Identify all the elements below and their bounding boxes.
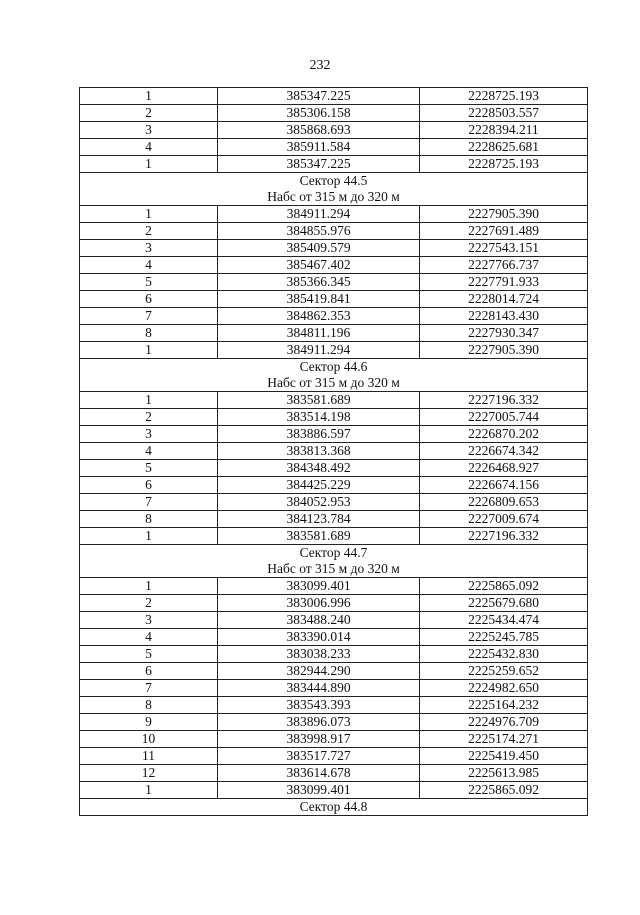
x-coordinate-cell: 383998.917 <box>218 731 420 748</box>
sector-header-row <box>80 375 588 392</box>
x-coordinate-cell: 383390.014 <box>218 629 420 646</box>
table-row <box>80 274 588 291</box>
x-coordinate-cell: 383886.597 <box>218 426 420 443</box>
table-row <box>80 139 588 156</box>
sector-title: Сектор 44.5 <box>80 173 588 190</box>
point-number-cell: 11 <box>80 748 218 765</box>
x-coordinate-cell: 385347.225 <box>218 156 420 173</box>
x-coordinate-cell: 383614.678 <box>218 765 420 782</box>
y-coordinate-cell: 2226674.156 <box>420 477 588 494</box>
y-coordinate-cell: 2227543.151 <box>420 240 588 257</box>
table-row <box>80 578 588 595</box>
table-row <box>80 223 588 240</box>
point-number-cell: 2 <box>80 223 218 240</box>
table-row <box>80 714 588 731</box>
y-coordinate-cell: 2225865.092 <box>420 782 588 799</box>
y-coordinate-cell: 2228394.211 <box>420 122 588 139</box>
point-number-cell: 1 <box>80 156 218 173</box>
table-row <box>80 782 588 799</box>
x-coordinate-cell: 385366.345 <box>218 274 420 291</box>
point-number-cell: 2 <box>80 409 218 426</box>
y-coordinate-cell: 2225419.450 <box>420 748 588 765</box>
table-row <box>80 206 588 223</box>
x-coordinate-cell: 383517.727 <box>218 748 420 765</box>
x-coordinate-cell: 383896.073 <box>218 714 420 731</box>
table-row <box>80 748 588 765</box>
y-coordinate-cell: 2227196.332 <box>420 528 588 545</box>
y-coordinate-cell: 2225613.985 <box>420 765 588 782</box>
table-row <box>80 308 588 325</box>
y-coordinate-cell: 2225679.680 <box>420 595 588 612</box>
x-coordinate-cell: 385306.158 <box>218 105 420 122</box>
x-coordinate-cell: 385467.402 <box>218 257 420 274</box>
point-number-cell: 1 <box>80 392 218 409</box>
y-coordinate-cell: 2227009.674 <box>420 511 588 528</box>
point-number-cell: 4 <box>80 139 218 156</box>
x-coordinate-cell: 383006.996 <box>218 595 420 612</box>
table-row <box>80 342 588 359</box>
table-row <box>80 460 588 477</box>
point-number-cell: 1 <box>80 578 218 595</box>
x-coordinate-cell: 385409.579 <box>218 240 420 257</box>
table-row <box>80 629 588 646</box>
point-number-cell: 1 <box>80 206 218 223</box>
sector-altitude-range: Набс от 315 м до 320 м <box>80 375 588 392</box>
sector-title: Сектор 44.6 <box>80 359 588 376</box>
sector-header-row <box>80 173 588 190</box>
y-coordinate-cell: 2227196.332 <box>420 392 588 409</box>
point-number-cell: 7 <box>80 308 218 325</box>
x-coordinate-cell: 384052.953 <box>218 494 420 511</box>
sector-altitude-range: Набс от 315 м до 320 м <box>80 189 588 206</box>
point-number-cell: 1 <box>80 782 218 799</box>
y-coordinate-cell: 2226809.653 <box>420 494 588 511</box>
y-coordinate-cell: 2227791.933 <box>420 274 588 291</box>
point-number-cell: 3 <box>80 122 218 139</box>
y-coordinate-cell: 2228625.681 <box>420 139 588 156</box>
y-coordinate-cell: 2228503.557 <box>420 105 588 122</box>
x-coordinate-cell: 383543.393 <box>218 697 420 714</box>
y-coordinate-cell: 2225259.652 <box>420 663 588 680</box>
y-coordinate-cell: 2225164.232 <box>420 697 588 714</box>
y-coordinate-cell: 2226870.202 <box>420 426 588 443</box>
sector-header-row <box>80 545 588 562</box>
point-number-cell: 4 <box>80 629 218 646</box>
x-coordinate-cell: 385911.584 <box>218 139 420 156</box>
table-row <box>80 680 588 697</box>
x-coordinate-cell: 384425.229 <box>218 477 420 494</box>
point-number-cell: 6 <box>80 291 218 308</box>
sector-header-row <box>80 561 588 578</box>
y-coordinate-cell: 2227905.390 <box>420 206 588 223</box>
table-row <box>80 105 588 122</box>
y-coordinate-cell: 2228725.193 <box>420 88 588 105</box>
sector-title: Сектор 44.7 <box>80 545 588 562</box>
coordinates-table-body <box>80 88 588 816</box>
point-number-cell: 10 <box>80 731 218 748</box>
point-number-cell: 6 <box>80 477 218 494</box>
point-number-cell: 5 <box>80 646 218 663</box>
x-coordinate-cell: 383038.233 <box>218 646 420 663</box>
table-row <box>80 595 588 612</box>
point-number-cell: 5 <box>80 460 218 477</box>
y-coordinate-cell: 2227005.744 <box>420 409 588 426</box>
point-number-cell: 3 <box>80 426 218 443</box>
y-coordinate-cell: 2227930.347 <box>420 325 588 342</box>
y-coordinate-cell: 2225245.785 <box>420 629 588 646</box>
x-coordinate-cell: 384811.196 <box>218 325 420 342</box>
y-coordinate-cell: 2225434.474 <box>420 612 588 629</box>
y-coordinate-cell: 2224976.709 <box>420 714 588 731</box>
y-coordinate-cell: 2228143.430 <box>420 308 588 325</box>
y-coordinate-cell: 2228725.193 <box>420 156 588 173</box>
point-number-cell: 8 <box>80 697 218 714</box>
x-coordinate-cell: 384911.294 <box>218 206 420 223</box>
y-coordinate-cell: 2225865.092 <box>420 578 588 595</box>
point-number-cell: 2 <box>80 595 218 612</box>
coordinates-table-container <box>79 87 587 816</box>
x-coordinate-cell: 384123.784 <box>218 511 420 528</box>
sector-altitude-range: Набс от 315 м до 320 м <box>80 561 588 578</box>
x-coordinate-cell: 383488.240 <box>218 612 420 629</box>
point-number-cell: 8 <box>80 325 218 342</box>
table-row <box>80 494 588 511</box>
y-coordinate-cell: 2228014.724 <box>420 291 588 308</box>
table-row <box>80 663 588 680</box>
x-coordinate-cell: 383099.401 <box>218 782 420 799</box>
y-coordinate-cell: 2224982.650 <box>420 680 588 697</box>
x-coordinate-cell: 385868.693 <box>218 122 420 139</box>
point-number-cell: 9 <box>80 714 218 731</box>
x-coordinate-cell: 383444.890 <box>218 680 420 697</box>
table-row <box>80 511 588 528</box>
point-number-cell: 4 <box>80 443 218 460</box>
y-coordinate-cell: 2226674.342 <box>420 443 588 460</box>
coordinates-table <box>79 87 588 816</box>
point-number-cell: 6 <box>80 663 218 680</box>
point-number-cell: 8 <box>80 511 218 528</box>
sector-title: Сектор 44.8 <box>80 799 588 816</box>
sector-header-row <box>80 189 588 206</box>
point-number-cell: 5 <box>80 274 218 291</box>
table-row <box>80 731 588 748</box>
x-coordinate-cell: 383581.689 <box>218 528 420 545</box>
point-number-cell: 7 <box>80 494 218 511</box>
x-coordinate-cell: 383581.689 <box>218 392 420 409</box>
table-row <box>80 765 588 782</box>
table-row <box>80 443 588 460</box>
table-row <box>80 325 588 342</box>
point-number-cell: 1 <box>80 528 218 545</box>
table-row <box>80 646 588 663</box>
table-row <box>80 291 588 308</box>
table-row <box>80 122 588 139</box>
table-row <box>80 240 588 257</box>
table-row <box>80 88 588 105</box>
x-coordinate-cell: 383099.401 <box>218 578 420 595</box>
y-coordinate-cell: 2227691.489 <box>420 223 588 240</box>
table-row <box>80 477 588 494</box>
point-number-cell: 12 <box>80 765 218 782</box>
sector-header-row <box>80 359 588 376</box>
table-row <box>80 612 588 629</box>
x-coordinate-cell: 382944.290 <box>218 663 420 680</box>
table-row <box>80 257 588 274</box>
x-coordinate-cell: 383514.198 <box>218 409 420 426</box>
x-coordinate-cell: 383813.368 <box>218 443 420 460</box>
page-number: 232 <box>309 58 331 73</box>
x-coordinate-cell: 384855.976 <box>218 223 420 240</box>
table-row <box>80 156 588 173</box>
point-number-cell: 3 <box>80 612 218 629</box>
x-coordinate-cell: 385419.841 <box>218 291 420 308</box>
point-number-cell: 3 <box>80 240 218 257</box>
y-coordinate-cell: 2226468.927 <box>420 460 588 477</box>
x-coordinate-cell: 384911.294 <box>218 342 420 359</box>
table-row <box>80 697 588 714</box>
point-number-cell: 7 <box>80 680 218 697</box>
x-coordinate-cell: 384348.492 <box>218 460 420 477</box>
x-coordinate-cell: 385347.225 <box>218 88 420 105</box>
sector-header-row <box>80 799 588 816</box>
x-coordinate-cell: 384862.353 <box>218 308 420 325</box>
point-number-cell: 4 <box>80 257 218 274</box>
table-row <box>80 392 588 409</box>
y-coordinate-cell: 2225432.830 <box>420 646 588 663</box>
point-number-cell: 1 <box>80 88 218 105</box>
point-number-cell: 2 <box>80 105 218 122</box>
y-coordinate-cell: 2225174.271 <box>420 731 588 748</box>
y-coordinate-cell: 2227905.390 <box>420 342 588 359</box>
table-row <box>80 528 588 545</box>
table-row <box>80 409 588 426</box>
y-coordinate-cell: 2227766.737 <box>420 257 588 274</box>
point-number-cell: 1 <box>80 342 218 359</box>
table-row <box>80 426 588 443</box>
